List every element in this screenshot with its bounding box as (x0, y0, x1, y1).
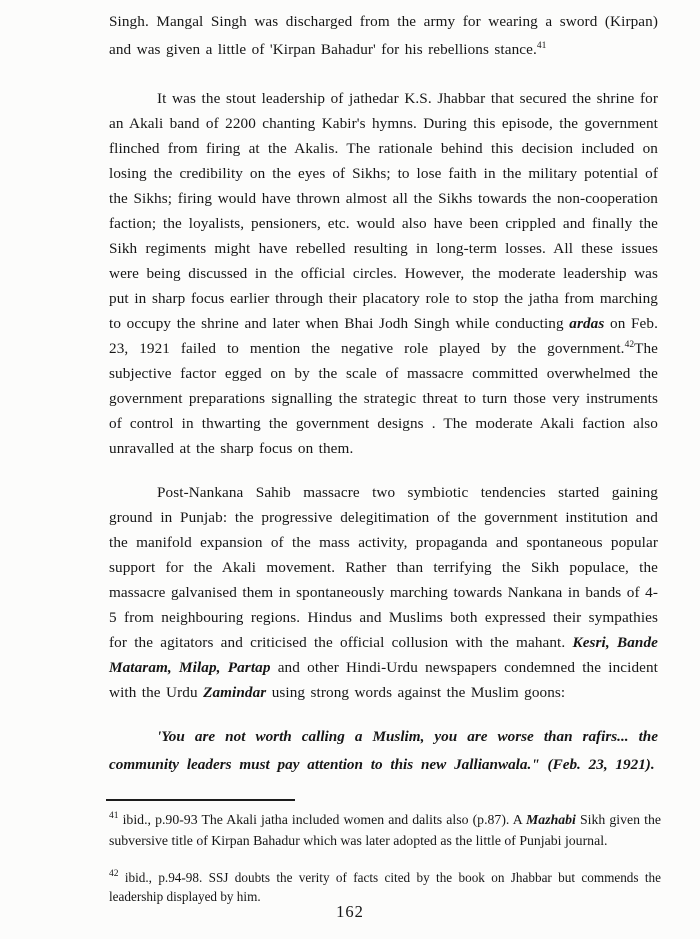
text-run: Sikh given the subversive title of Kirpan Bahadur which was later adopted as the little of Punjabi journal. (109, 812, 661, 848)
emphasized-text-run: Mazhabi (526, 812, 576, 827)
paragraph-continuation (109, 8, 658, 64)
emphasized-text-run: ardas (569, 315, 605, 332)
emphasized-text-run: Kesri, Bande Mataram, Milap, Partap (109, 634, 658, 676)
footnote-42 (109, 868, 661, 906)
footnote-reference: 42 (109, 869, 119, 879)
footnote-reference: 41 (536, 41, 547, 51)
paragraph-post-nankana (109, 480, 658, 705)
page-number: 162 (336, 902, 364, 921)
footnote-41 (109, 810, 661, 851)
emphasized-text-run: Zamindar (203, 684, 267, 701)
body-text-block (109, 8, 658, 779)
footnote-reference: 41 (109, 811, 119, 821)
footnote-separator-rule (106, 799, 295, 801)
block-quote (109, 723, 658, 779)
text-run: using strong words against the Muslim goons: (266, 684, 566, 701)
footnote-reference: 42 (624, 340, 635, 350)
text-run: 'You are not worth calling a Muslim, you are worse than rafirs... the community leaders must pay attention to this new Jallianwala." (Feb. 23, 1921). (109, 728, 658, 773)
text-run: Post-Nankana Sahib massacre two symbiotic tendencies started gaining ground in Punjab: the progressive delegitimation of the government institution and the manifold expansion of the mass activity, propaganda and spontaneous popular support for the Akali movement. Rather than terrifying the Sikh populace, the massacre galvanised them in spontaneously marching towards Nankana in bands of 4-5 from neighbouring regions. Hindus and Muslims both expressed their sympathies for the agitators and criticised the official collusion with the mahant. (109, 484, 658, 651)
paragraph-jhabbar (109, 86, 658, 461)
text-run: and other Hindi-Urdu newspapers condemned the incident with the Urdu (109, 659, 658, 701)
text-run: ibid., p.90-93 The Akali jatha included women and dalits also (p.87). A (118, 812, 527, 827)
text-run: ibid., p.94-98. SSJ doubts the verity of facts cited by the book on Jhabbar but commends the leadership displayed by him. (109, 870, 661, 904)
text-run: The subjective factor egged on by the scale of massacre committed overwhelmed the government preparations signalling the strategic threat to turn those very instruments of control in thwarting the government designs . The moderate Akali faction also unravalled at the sharp focus on them. (109, 340, 658, 457)
text-run: Singh. Mangal Singh was discharged from the army for wearing a sword (Kirpan) and was given a little of 'Kirpan Bahadur' for his rebellions stance. (109, 13, 658, 58)
text-run: It was the stout leadership of jathedar K.S. Jhabbar that secured the shrine for an Akali band of 2200 chanting Kabir's hymns. During this episode, the government flinched from firing at the Akalis. The rationale behind this decision included on losing the credibility on the eyes of Sikhs; to lose faith in the military potential of the Sikhs; firing would have thrown almost all the Sikhs towards the non-cooperation faction; the loyalists, pensioners, etc. would also have been crippled and finally the Sikh regiments might have rebelled resulting in long-term losses. All these issues were being discussed in the official circles. However, the moderate leadership was put in sharp focus earlier through their placatory role to stop the jatha from marching to occupy the shrine and later when Bhai Jodh Singh while conducting (109, 90, 658, 332)
text-run: on Feb. 23, 1921 failed to mention the negative role played by the government. (109, 315, 658, 357)
